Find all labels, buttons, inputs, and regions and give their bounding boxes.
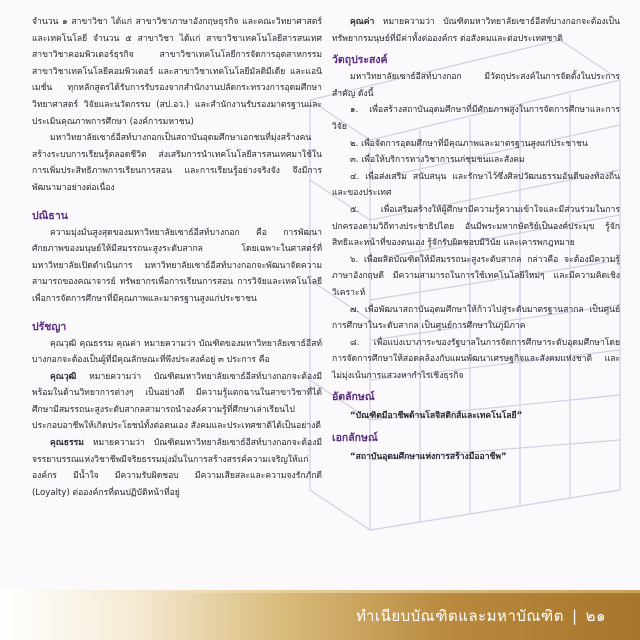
philosophy-heading: ปณิธาน: [32, 209, 68, 222]
keyword-value: [332, 14, 620, 47]
intro-paragraph: จำนวน ๑ สาขาวิชา ได้แก่ สาขาวิชาภาษาอังกฤษธุรกิจ และคณะวิทยาศาสตร์และเทคโนโลยี จำนวน ๕ สาขาวิชา ได้แก่ สาขาวิชาเทคโนโลยีสารสนเทศ สาขาวิชาคอมพิวเตอร์ธุรกิจ สาขาวิชาเทคโนโลยีการจัดการอุตสาหกรรม สาขาวิชาเทคโนโลยีคอมพิวเตอร์ และสาขาวิชาเทคโนโลยีมัลติมีเดีย และแอนิเมชั่น ทุกหลักสูตรได้รับการรับรองจากสำนักงานปลัดกระทรวงการอุดมศึกษาวิทยาศาสตร์ วิจัยและนวัตกรรม (สป.อว.) และสำนักงานรับรองมาตรฐานและประเมินคุณภาพการศึกษา (องค์การมหาชน): [32, 17, 322, 127]
keyword-morality-term: คุณธรรม: [50, 438, 84, 449]
objectives-intro: มหาวิทยาลัยเซาธ์อีสท์บางกอก มีวัตถุประสงค์ในการจัดตั้งในประการสำคัญ ดังนี้: [332, 72, 620, 99]
objective-item: ๖. เพื่อผลิตบัณฑิตให้มีสมรรถนะสูงระดับสากล กล่าวคือ จะต้องมีความรู้ ภาษาอังกฤษดี มีความสามารถในการใช้เทคโนโลยีใหม่ๆ และมีความคิดเชิงวิเคราะห์: [332, 254, 620, 298]
identity-statement: “บัณฑิตมีอาชีพด้านโลจิสติกส์และเทคโนโลยี”: [350, 411, 523, 422]
objective-item: ๑. เพื่อสร้างสถาบันอุดมศึกษาที่มีศักยภาพสูงในการจัดการศึกษาและการวิจัย: [332, 105, 620, 132]
objective-item: ๗. เพื่อพัฒนาสถาบันอุดมศึกษาให้ก้าวไปสู่ระดับมาตรฐานสากล เป็นศูนย์การศึกษาในระดับสากล เป็นศูนย์การศึกษาในภูมิภาค: [332, 304, 620, 332]
footer-title: ทำเนียบบัณฑิตและมหาบัณฑิต: [356, 607, 565, 625]
keyword-morality: [32, 435, 322, 501]
objective-item: ๔. เพื่อส่งเสริม สนับสนุน และรักษาไว้ซึ่งศิลปวัฒนธรรมอันดีของท้องถิ่นและของประเทศ: [332, 171, 620, 199]
footer-label: [356, 604, 606, 628]
wisdom-heading: ปรัชญา: [32, 320, 67, 333]
identity-heading: อัตลักษณ์: [332, 391, 375, 404]
left-column: [32, 14, 322, 501]
right-column: [332, 14, 620, 466]
keyword-qualification: [32, 369, 322, 435]
objectives-heading: วัตถุประสงค์: [332, 54, 388, 67]
objective-item: ๒. เพื่อจัดการอุดมศึกษาที่มีคุณภาพและมาตรฐานสูงแก่ประชาชน: [350, 138, 588, 149]
keyword-morality-text: หมายความว่า บัณฑิตมหาวิทยาลัยเซาธ์อีสท์บางกอกจะต้องมีจรรยาบรรณแห่งวิชาชีพมีจริยธรรมมุ่งมั่นในการสร้างสรรค์ความเจริญให้แก่องค์กร มีน้ำใจ มีความรับผิดชอบ มีความเสียสละและความจงรักภักดี (Loyalty) ต่อองค์กรที่ตนปฏิบัติหน้าที่อยู่: [32, 438, 322, 498]
objective-item: ๘. เพื่อแบ่งเบาภาระของรัฐบาลในการจัดการศึกษาระดับอุดมศึกษาโดยการจัดการศึกษาให้สอดคล้องกับแผนพัฒนาเศรษฐกิจและสังคมแห่งชาติ และไม่มุ่งเน้นการแสวงหากำไรเชิงธุรกิจ: [332, 337, 620, 381]
footer-separator: |: [572, 607, 578, 625]
wisdom-text: คุณวุฒิ คุณธรรม คุณค่า หมายความว่า บัณฑิตของมหาวิทยาลัยเซาธ์อีสท์บางกอกจะต้องเป็นผู้ที่มีคุณลักษณะที่พึงประสงค์อยู่ ๓ ประการ คือ: [32, 338, 322, 366]
footer-divider: [0, 590, 640, 593]
keyword-qualification-term: คุณวุฒิ: [50, 371, 77, 382]
university-paragraph: มหาวิทยาลัยเซาธ์อีสท์บางกอกเป็นสถาบันอุดมศึกษาเอกชนที่มุ่งสร้างคน สร้างระบบการเรียนรู้ตลอดชีวิต ส่งเสริมการนำเทคโนโลยีสารสนเทศมาใช้ในการเพิ่มประสิทธิภาพการเรียนการสอน และการเรียนรู้อย่างจริงจัง จึงมีการพัฒนามาอย่างต่อเนื่อง: [32, 133, 322, 193]
keyword-value-text: หมายความว่า บัณฑิตมหาวิทยาลัยเซาธ์อีสท์บางกอกจะต้องเป็นทรัพยากรมนุษย์ที่มีค่าทั้งต่อองค์กร ต่อสังคมและต่อประเทศชาติ: [332, 17, 620, 44]
uniqueness-statement: “สถาบันอุดมศึกษาแห่งการสร้างมืออาชีพ”: [350, 452, 507, 463]
objective-item: ๕. เพื่อเสริมสร้างให้ผู้ศึกษามีความรู้ความเข้าใจและมีส่วนร่วมในการปกครองตามวิถีทางประชาธิปไตย อันมีพระมหากษัตริย์เป็นองค์ประมุข รู้จักสิทธิและหน้าที่ของตนเอง รู้จักรับผิดชอบมีวินัย และเคารพกฎหมาย: [332, 204, 620, 249]
keyword-qualification-text: หมายความว่า บัณฑิตมหาวิทยาลัยเซาธ์อีสท์บางกอกจะต้องมีพร้อมในด้านวิทยาการต่างๆ เป็นอย่างดี มีความรู้แตกฉานในสาขาวิชาที่ได้ศึกษามีสมรรถนะสูงระดับสากลสามารถนำองค์ความรู้ที่ศึกษาเล่าเรียนไปประกอบอาชีพให้เกิดประโยชน์ทั้งต่อตนเอง สังคมและประเทศชาติได้เป็นอย่างดี: [32, 371, 322, 432]
page-number: ๒๑: [585, 607, 606, 625]
philosophy-text: ความมุ่งมั่นสูงสุดของมหาวิทยาลัยเซาธ์อีสท์บางกอก คือ การพัฒนาศักยภาพของมนุษย์ให้มีสมรรถนะสูงระดับสากล โดยเฉพาะในศาสตร์ที่มหาวิทยาลัยเปิดดำเนินการ มหาวิทยาลัยเซาธ์อีสท์บางกอกจะพัฒนาจัดความสามารถของคณาจารย์ ทรัพยากรเพื่อการเรียนการสอน การวิจัยและเทคโนโลยีเพื่อการจัดการศึกษาที่มีคุณภาพและมาตรฐานสูงแก่ประชาชน: [32, 227, 322, 304]
keyword-value-term: คุณค่า: [350, 17, 375, 27]
objective-item: ๓. เพื่อให้บริการทางวิชาการแก่ชุมชนและสังคม: [350, 155, 525, 166]
uniqueness-heading: เอกลักษณ์: [332, 432, 378, 445]
